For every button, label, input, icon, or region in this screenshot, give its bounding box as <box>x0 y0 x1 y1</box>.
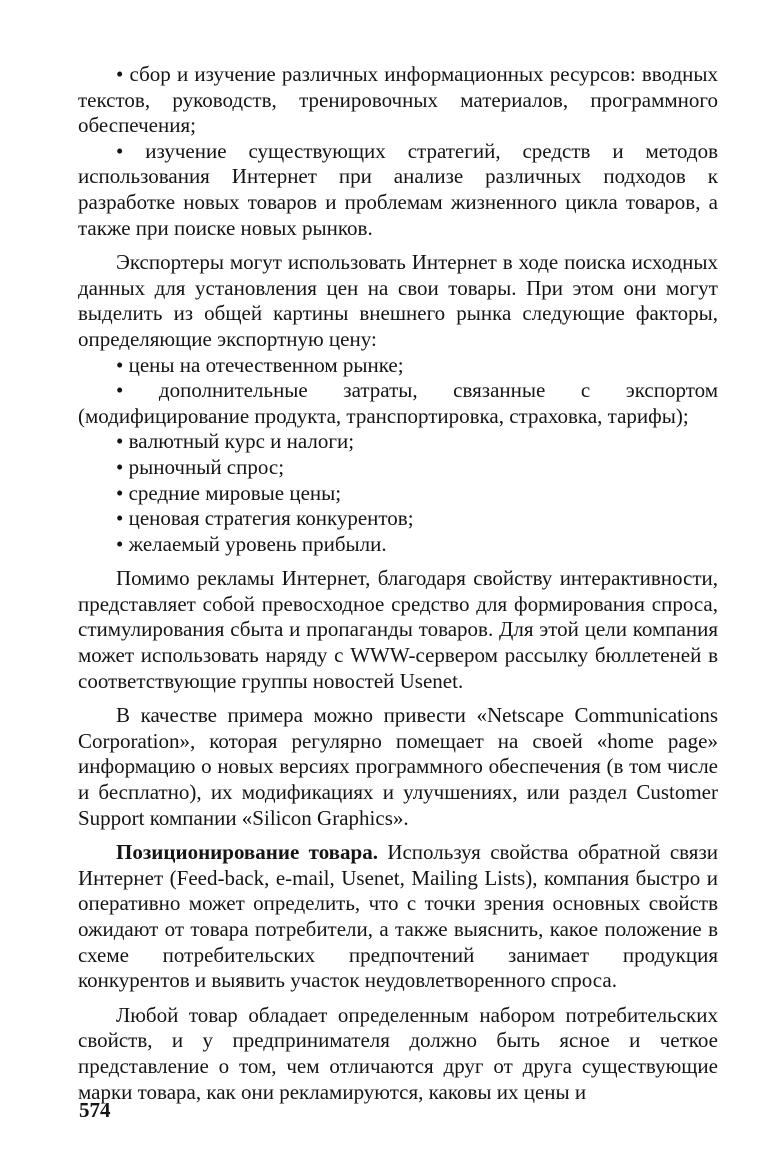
page-body <box>78 62 718 1105</box>
positioning-paragraph <box>78 840 718 994</box>
bullet-study-strategies: • изучение существующих стратегий, средств и методов использования Интернет при анализе различных подходов к разработке новых товаров и проблемам жизненного цикла товаров, а также при поиске новых рынков. <box>78 139 718 241</box>
factor-domestic-prices: • цены на отечественном рынке; <box>78 353 718 379</box>
positioning-text: Используя свойства обратной связи Интернет (Feed-back, e-mail, Usenet, Mailing Lists), компания быстро и оперативно может определить, что с точки зрения основных свойств ожидают от товара потребители, а также выяснить, какое положение в схеме потребительских предпочтений занимает продукция конкурентов и выявить участок неудовлетворенного спроса. <box>78 840 718 993</box>
example-paragraph: В качестве примера можно привести «Netscape Communications Corporation», которая регулярно помещает на своей «home page» информацию о новых версиях программного обеспечения (в том числе и бесплатно), их модификациях и улучшениях, или раздел Customer Support компании «Silicon Graphics». <box>78 703 718 830</box>
factor-world-prices: • средние мировые цены; <box>78 481 718 507</box>
exporters-paragraph: Экспортеры могут использовать Интернет в ходе поиска исходных данных для установления цен на свои товары. При этом они могут выделить из общей картины внешнего рынка следующие факторы, определяющие экспортную цену: <box>78 250 718 351</box>
factor-exchange-rate: • валютный курс и налоги; <box>78 429 718 455</box>
factor-desired-profit: • желаемый уровень прибыли. <box>78 532 718 558</box>
positioning-heading: Позиционирование товара. <box>116 840 378 865</box>
page-number: 574 <box>79 1098 111 1122</box>
bullet-collect-resources: • сбор и изучение различных информационных ресурсов: вводных текстов, руководств, тренировочных материалов, программного обеспечения; <box>78 62 718 139</box>
factor-additional-costs: • дополнительные затраты, связанные с экспортом (модифицирование продукта, транспортировка, страховка, тарифы); <box>78 378 718 429</box>
product-paragraph: Любой товар обладает определенным набором потребительских свойств, и у предпринимателя должно быть ясное и четкое представление о том, чем отличаются друг от друга существующие марки товара, как они рекламируются, каковы их цены и <box>78 1002 718 1104</box>
factor-competitor-strategy: • ценовая стратегия конкурентов; <box>78 506 718 532</box>
factor-market-demand: • рыночный спрос; <box>78 455 718 481</box>
advertising-paragraph: Помимо рекламы Интернет, благодаря свойству интерактивности, представляет собой превосходное средство для формирования спроса, стимулирования сбыта и пропаганды товаров. Для этой цели компания может использовать наряду с WWW-сервером рассылку бюллетеней в соответствующие группы новостей Usenet. <box>78 566 718 693</box>
